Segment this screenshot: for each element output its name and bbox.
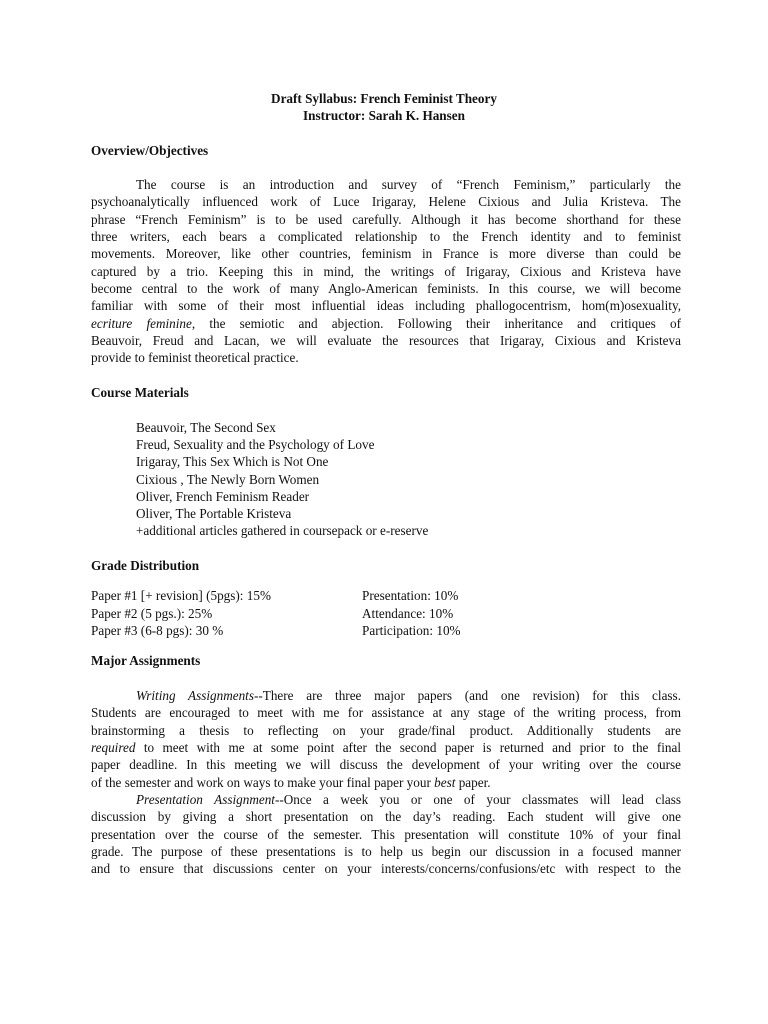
text-line: presentation over the course of the semester. This presentation will constitute 10% of your final (91, 826, 681, 842)
text-line: captured by a trio. Keeping this in mind, the writings of Irigaray, Cixious and Kristeva have (91, 263, 681, 279)
text-line: Beauvoir, Freud and Lacan, we will evaluate the resources that Irigaray, Cixious and Kristeva (91, 333, 681, 349)
grade-other: Attendance: 10% (362, 605, 454, 621)
text-line: phrase “French Feminism” is to be used carefully. Although it has become shorthand for these (91, 211, 681, 227)
text-line: discussion by giving a short presentation on the day’s reading. Each student will give one (91, 809, 681, 825)
text-line (91, 739, 681, 756)
text-line: provide to feminist theoretical practice. (91, 350, 299, 366)
materials-item: Beauvoir, The Second Sex (136, 420, 276, 435)
document-title (0, 90, 768, 124)
grade-other: Presentation: 10% (362, 588, 459, 603)
instructor-line: Instructor: Sarah K. Hansen (303, 108, 465, 123)
text-line: become central to the work of many Anglo-American feminists. In this course, we will become (91, 281, 681, 297)
text-span: --There are three major papers (and one revision) for this class. (253, 688, 681, 703)
text-line: The course is an introduction and survey of “French Feminism,” particularly the (136, 177, 681, 192)
text-span: , the semiotic and abjection. Following their inheritance and critiques of (191, 315, 681, 331)
italic-term: required (91, 740, 136, 756)
materials-item: Cixious , The Newly Born Women (136, 471, 320, 487)
text-span: of the semester and work on ways to make your final paper your (91, 774, 435, 790)
materials-item: +additional articles gathered in coursepack or e-reserve (136, 523, 429, 539)
overview-heading: Overview/Objectives (91, 143, 209, 158)
text-span: --Once a week you or one of your classmates will lead class (274, 792, 681, 808)
text-line: and to ensure that discussions center on your interests/concerns/confusions/etc with respect to the (91, 861, 681, 877)
text-line: brainstorming a thesis to reflecting on your grade/final product. Additionally students are (91, 722, 681, 738)
text-line: Students are encouraged to meet with me for assistance at any stage of the writing process, from (91, 705, 681, 721)
italic-term: ecriture feminine (91, 315, 192, 331)
italic-label: Presentation Assignment (136, 792, 275, 808)
materials-item: Irigaray, This Sex Which is Not One (136, 454, 329, 470)
grade-paper: Paper #3 (6-8 pgs): 30 % (91, 623, 224, 639)
overview-paragraph (91, 176, 681, 367)
text-span: to meet with me at some point after the second paper is returned and prior to the final (135, 740, 681, 756)
grade-row (91, 587, 691, 605)
text-line: grade. The purpose of these presentations is to help us begin our discussion in a focused manner (91, 844, 681, 860)
assignments-paragraph (91, 687, 681, 878)
text-line (91, 774, 681, 791)
text-line: movements. Moreover, like other countries, feminism in France is more diverse than could be (91, 246, 681, 262)
grade-other: Participation: 10% (362, 623, 461, 639)
text-line (91, 791, 681, 808)
italic-term: best (434, 774, 456, 790)
text-line: familiar with some of their most influential ideas including phallogocentrism, hom(m)osexuality, (91, 298, 681, 314)
text-line (91, 687, 681, 704)
grade-row (91, 605, 691, 623)
grade-paper: Paper #2 (5 pgs.): 25% (91, 605, 213, 621)
grade-paper: Paper #1 [+ revision] (5pgs): 15% (91, 588, 271, 603)
title-line: Draft Syllabus: French Feminist Theory (271, 91, 497, 106)
text-span: paper. (455, 774, 491, 790)
materials-heading: Course Materials (91, 385, 189, 400)
text-line (91, 315, 681, 332)
materials-list (136, 419, 428, 539)
assignments-heading: Major Assignments (91, 653, 201, 668)
grade-row (91, 622, 691, 640)
text-line: paper deadline. In this meeting we will discuss the development of your writing over the course (91, 757, 681, 773)
materials-item: Oliver, The Portable Kristeva (136, 506, 292, 522)
materials-item: Freud, Sexuality and the Psychology of Love (136, 437, 375, 453)
text-line: psychoanalytically influenced work of Luce Irigaray, Helene Cixious and Julia Kristeva. The (91, 194, 681, 210)
italic-label: Writing Assignments (136, 688, 254, 703)
grades-heading: Grade Distribution (91, 558, 200, 573)
materials-item: Oliver, French Feminism Reader (136, 488, 310, 504)
grade-table (91, 587, 691, 640)
text-line: three writers, each bears a complicated relationship to the French identity and to feminist (91, 229, 681, 245)
